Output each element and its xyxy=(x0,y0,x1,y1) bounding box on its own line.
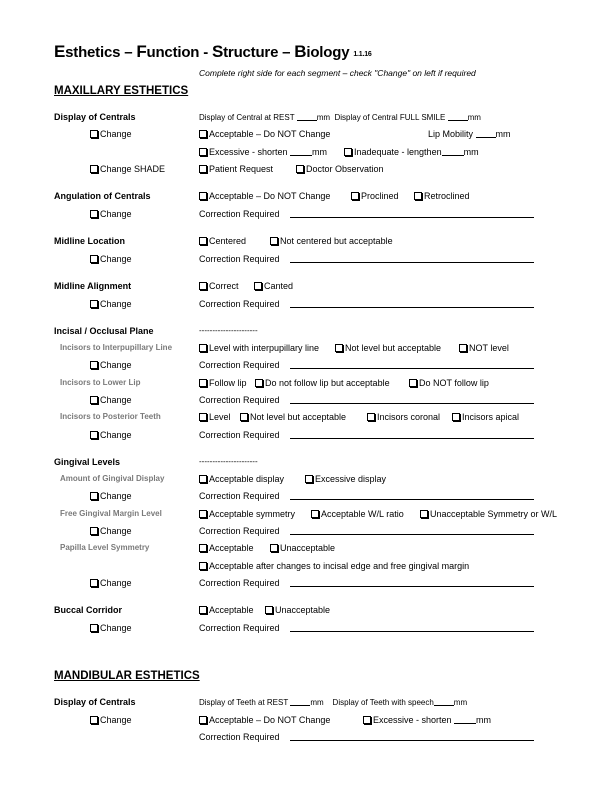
change-checkbox[interactable]: Change xyxy=(90,623,132,633)
checkbox-icon xyxy=(199,413,207,421)
level-checkbox[interactable]: Level xyxy=(199,412,231,422)
papilla-level-label: Papilla Level Symmetry xyxy=(60,543,150,552)
change-checkbox[interactable]: Change xyxy=(90,360,132,370)
angulation-label: Angulation of Centrals xyxy=(54,191,151,201)
change-checkbox[interactable]: Change xyxy=(90,526,132,536)
checkbox-icon xyxy=(199,237,207,245)
checkbox-icon xyxy=(199,148,207,156)
checkbox-icon xyxy=(254,282,262,290)
not-level-acceptable-checkbox[interactable]: Not level but acceptable xyxy=(240,412,346,422)
correction-line[interactable] xyxy=(290,438,534,439)
checkbox-icon xyxy=(90,492,98,500)
acceptable-wl-ratio-checkbox[interactable]: Acceptable W/L ratio xyxy=(311,509,404,519)
midline-location-label: Midline Location xyxy=(54,236,125,246)
rest-mm-field[interactable] xyxy=(290,697,310,706)
checkbox-icon xyxy=(199,475,207,483)
unacceptable-symmetry-checkbox[interactable]: Unacceptable Symmetry or W/L xyxy=(420,509,557,519)
speech-mm-field[interactable] xyxy=(434,697,454,706)
correction-required-label: Correction Required xyxy=(199,395,280,405)
checkbox-icon xyxy=(90,165,98,173)
checkbox-icon xyxy=(351,192,359,200)
rest-display-row: Display of Central at REST mm Display of Central FULL SMILE mm xyxy=(199,113,481,122)
excessive-shorten-checkbox[interactable]: Excessive - shorten mm xyxy=(199,147,327,157)
not-level-checkbox[interactable]: NOT level xyxy=(459,343,509,353)
checkbox-icon xyxy=(240,413,248,421)
gingival-levels-label: Gingival Levels xyxy=(54,457,121,467)
correction-line[interactable] xyxy=(290,262,534,263)
excessive-display-checkbox[interactable]: Excessive display xyxy=(305,474,386,484)
display-of-centrals-label: Display of Centrals xyxy=(54,112,136,122)
divider-dashes: ---------------------- xyxy=(199,326,258,335)
checkbox-icon xyxy=(90,431,98,439)
follow-lip-checkbox[interactable]: Follow lip xyxy=(199,378,247,388)
change-checkbox[interactable]: Change xyxy=(90,715,132,725)
canted-checkbox[interactable]: Canted xyxy=(254,281,293,291)
mandibular-excessive-checkbox[interactable]: Excessive - shorten mm xyxy=(363,715,491,725)
correction-required-label: Correction Required xyxy=(199,299,280,309)
checkbox-icon xyxy=(296,165,304,173)
acceptable-after-changes-checkbox[interactable]: Acceptable after changes to incisal edge and free gingival margin xyxy=(199,561,469,571)
checkbox-icon xyxy=(311,510,319,518)
checkbox-icon xyxy=(414,192,422,200)
checkbox-icon xyxy=(90,255,98,263)
checkbox-icon xyxy=(199,510,207,518)
correct-checkbox[interactable]: Correct xyxy=(199,281,239,291)
correction-required-label: Correction Required xyxy=(199,491,280,501)
checkbox-icon xyxy=(199,606,207,614)
correction-line[interactable] xyxy=(290,368,534,369)
correction-line[interactable] xyxy=(290,631,534,632)
checkbox-icon xyxy=(409,379,417,387)
gingival-display-label: Amount of Gingival Display xyxy=(60,474,165,483)
checkbox-icon xyxy=(199,716,207,724)
checkbox-icon xyxy=(90,396,98,404)
not-level-acceptable-checkbox[interactable]: Not level but acceptable xyxy=(335,343,441,353)
change-checkbox[interactable]: Change xyxy=(90,395,132,405)
change-checkbox[interactable]: Change xyxy=(90,430,132,440)
correction-line[interactable] xyxy=(290,586,534,587)
buccal-acceptable-checkbox[interactable]: Acceptable xyxy=(199,605,254,615)
checkbox-icon xyxy=(255,379,263,387)
correction-required-label: Correction Required xyxy=(199,430,280,440)
correction-line[interactable] xyxy=(290,534,534,535)
level-interpupillary-checkbox[interactable]: Level with interpupillary line xyxy=(199,343,319,353)
lower-lip-label: Incisors to Lower Lip xyxy=(60,378,141,387)
checkbox-icon xyxy=(90,579,98,587)
mandibular-rest-row: Display of Teeth at REST mm Display of Teeth with speech mm xyxy=(199,698,468,707)
checkbox-icon xyxy=(90,130,98,138)
change-checkbox[interactable]: Change xyxy=(90,209,132,219)
checkbox-icon xyxy=(270,544,278,552)
checkbox-icon xyxy=(452,413,460,421)
checkbox-icon xyxy=(363,716,371,724)
lip-mobility-field: Lip Mobility mm xyxy=(428,129,511,139)
acceptable-checkbox[interactable]: Acceptable – Do NOT Change xyxy=(199,129,330,139)
papilla-acceptable-checkbox[interactable]: Acceptable xyxy=(199,543,254,553)
checkbox-icon xyxy=(344,148,352,156)
checkbox-icon xyxy=(367,413,375,421)
incisal-plane-label: Incisal / Occlusal Plane xyxy=(54,326,154,336)
checkbox-icon xyxy=(90,716,98,724)
change-shade-checkbox[interactable]: Change SHADE xyxy=(90,164,165,174)
doctor-observation-checkbox[interactable]: Doctor Observation xyxy=(296,164,384,174)
checkbox-icon xyxy=(270,237,278,245)
checkbox-icon xyxy=(305,475,313,483)
version-number: 1.1.16 xyxy=(353,51,372,58)
interpupillary-label: Incisors to Interpupillary Line xyxy=(60,343,173,352)
free-gingival-margin-label: Free Gingival Margin Level xyxy=(60,509,162,518)
divider-dashes: ---------------------- xyxy=(199,457,258,466)
correction-line[interactable] xyxy=(290,403,534,404)
inadequate-lengthen-checkbox[interactable]: Inadequate - lengthen mm xyxy=(344,147,479,157)
retroclined-checkbox[interactable]: Retroclined xyxy=(414,191,470,201)
checkbox-icon xyxy=(90,300,98,308)
incisors-coronal-checkbox[interactable]: Incisors coronal xyxy=(367,412,440,422)
checkbox-icon xyxy=(459,344,467,352)
correction-required-label: Correction Required xyxy=(199,526,280,536)
correction-line[interactable] xyxy=(290,740,534,741)
rest-mm-field[interactable] xyxy=(297,112,317,121)
buccal-corridor-label: Buccal Corridor xyxy=(54,605,123,615)
buccal-unacceptable-checkbox[interactable]: Unacceptable xyxy=(265,605,330,615)
angulation-acceptable-checkbox[interactable]: Acceptable – Do NOT Change xyxy=(199,191,330,201)
correction-required-label: Correction Required xyxy=(199,360,280,370)
correction-line[interactable] xyxy=(290,217,534,218)
checkbox-icon xyxy=(199,192,207,200)
instructions: Complete right side for each segment – check "Change" on left if required xyxy=(199,68,476,78)
correction-required-label: Correction Required xyxy=(199,732,280,742)
not-centered-checkbox[interactable]: Not centered but acceptable xyxy=(270,236,393,246)
correction-line[interactable] xyxy=(290,307,534,308)
correction-required-label: Correction Required xyxy=(199,254,280,264)
centered-checkbox[interactable]: Centered xyxy=(199,236,246,246)
smile-mm-field[interactable] xyxy=(448,112,468,121)
checkbox-icon xyxy=(199,344,207,352)
maxillary-heading: MAXILLARY ESTHETICS xyxy=(54,85,189,97)
mandibular-acceptable-checkbox[interactable]: Acceptable – Do NOT Change xyxy=(199,715,330,725)
mandibular-heading: MANDIBULAR ESTHETICS xyxy=(54,670,200,682)
correction-line[interactable] xyxy=(290,499,534,500)
checkbox-icon xyxy=(199,562,207,570)
checkbox-icon xyxy=(90,210,98,218)
posterior-teeth-label: Incisors to Posterior Teeth xyxy=(60,412,161,421)
correction-required-label: Correction Required xyxy=(199,578,280,588)
acceptable-display-checkbox[interactable]: Acceptable display xyxy=(199,474,284,484)
checkbox-icon xyxy=(90,527,98,535)
checkbox-icon xyxy=(265,606,273,614)
checkbox-icon xyxy=(199,544,207,552)
no-follow-checkbox[interactable]: Do NOT follow lip xyxy=(409,378,489,388)
change-checkbox[interactable]: Change xyxy=(90,129,132,139)
checkbox-icon xyxy=(199,282,207,290)
proclined-checkbox[interactable]: Proclined xyxy=(351,191,399,201)
papilla-unacceptable-checkbox[interactable]: Unacceptable xyxy=(270,543,335,553)
correction-required-label: Correction Required xyxy=(199,209,280,219)
no-follow-acceptable-checkbox[interactable]: Do not follow lip but acceptable xyxy=(255,378,390,388)
change-checkbox[interactable]: Change xyxy=(90,299,132,309)
checkbox-icon xyxy=(199,130,207,138)
acceptable-symmetry-checkbox[interactable]: Acceptable symmetry xyxy=(199,509,295,519)
midline-alignment-label: Midline Alignment xyxy=(54,281,132,291)
change-checkbox[interactable]: Change xyxy=(90,578,132,588)
checkbox-icon xyxy=(420,510,428,518)
checkbox-icon xyxy=(90,361,98,369)
page-title: Esthetics – Function - Structure – Biology 1.1.16 xyxy=(54,42,372,61)
correction-required-label: Correction Required xyxy=(199,623,280,633)
change-checkbox[interactable]: Change xyxy=(90,254,132,264)
patient-request-checkbox[interactable]: Patient Request xyxy=(199,164,273,174)
incisors-apical-checkbox[interactable]: Incisors apical xyxy=(452,412,519,422)
checkbox-icon xyxy=(90,624,98,632)
checkbox-icon xyxy=(199,165,207,173)
checkbox-icon xyxy=(335,344,343,352)
mandibular-display-label: Display of Centrals xyxy=(54,697,136,707)
change-checkbox[interactable]: Change xyxy=(90,491,132,501)
checkbox-icon xyxy=(199,379,207,387)
